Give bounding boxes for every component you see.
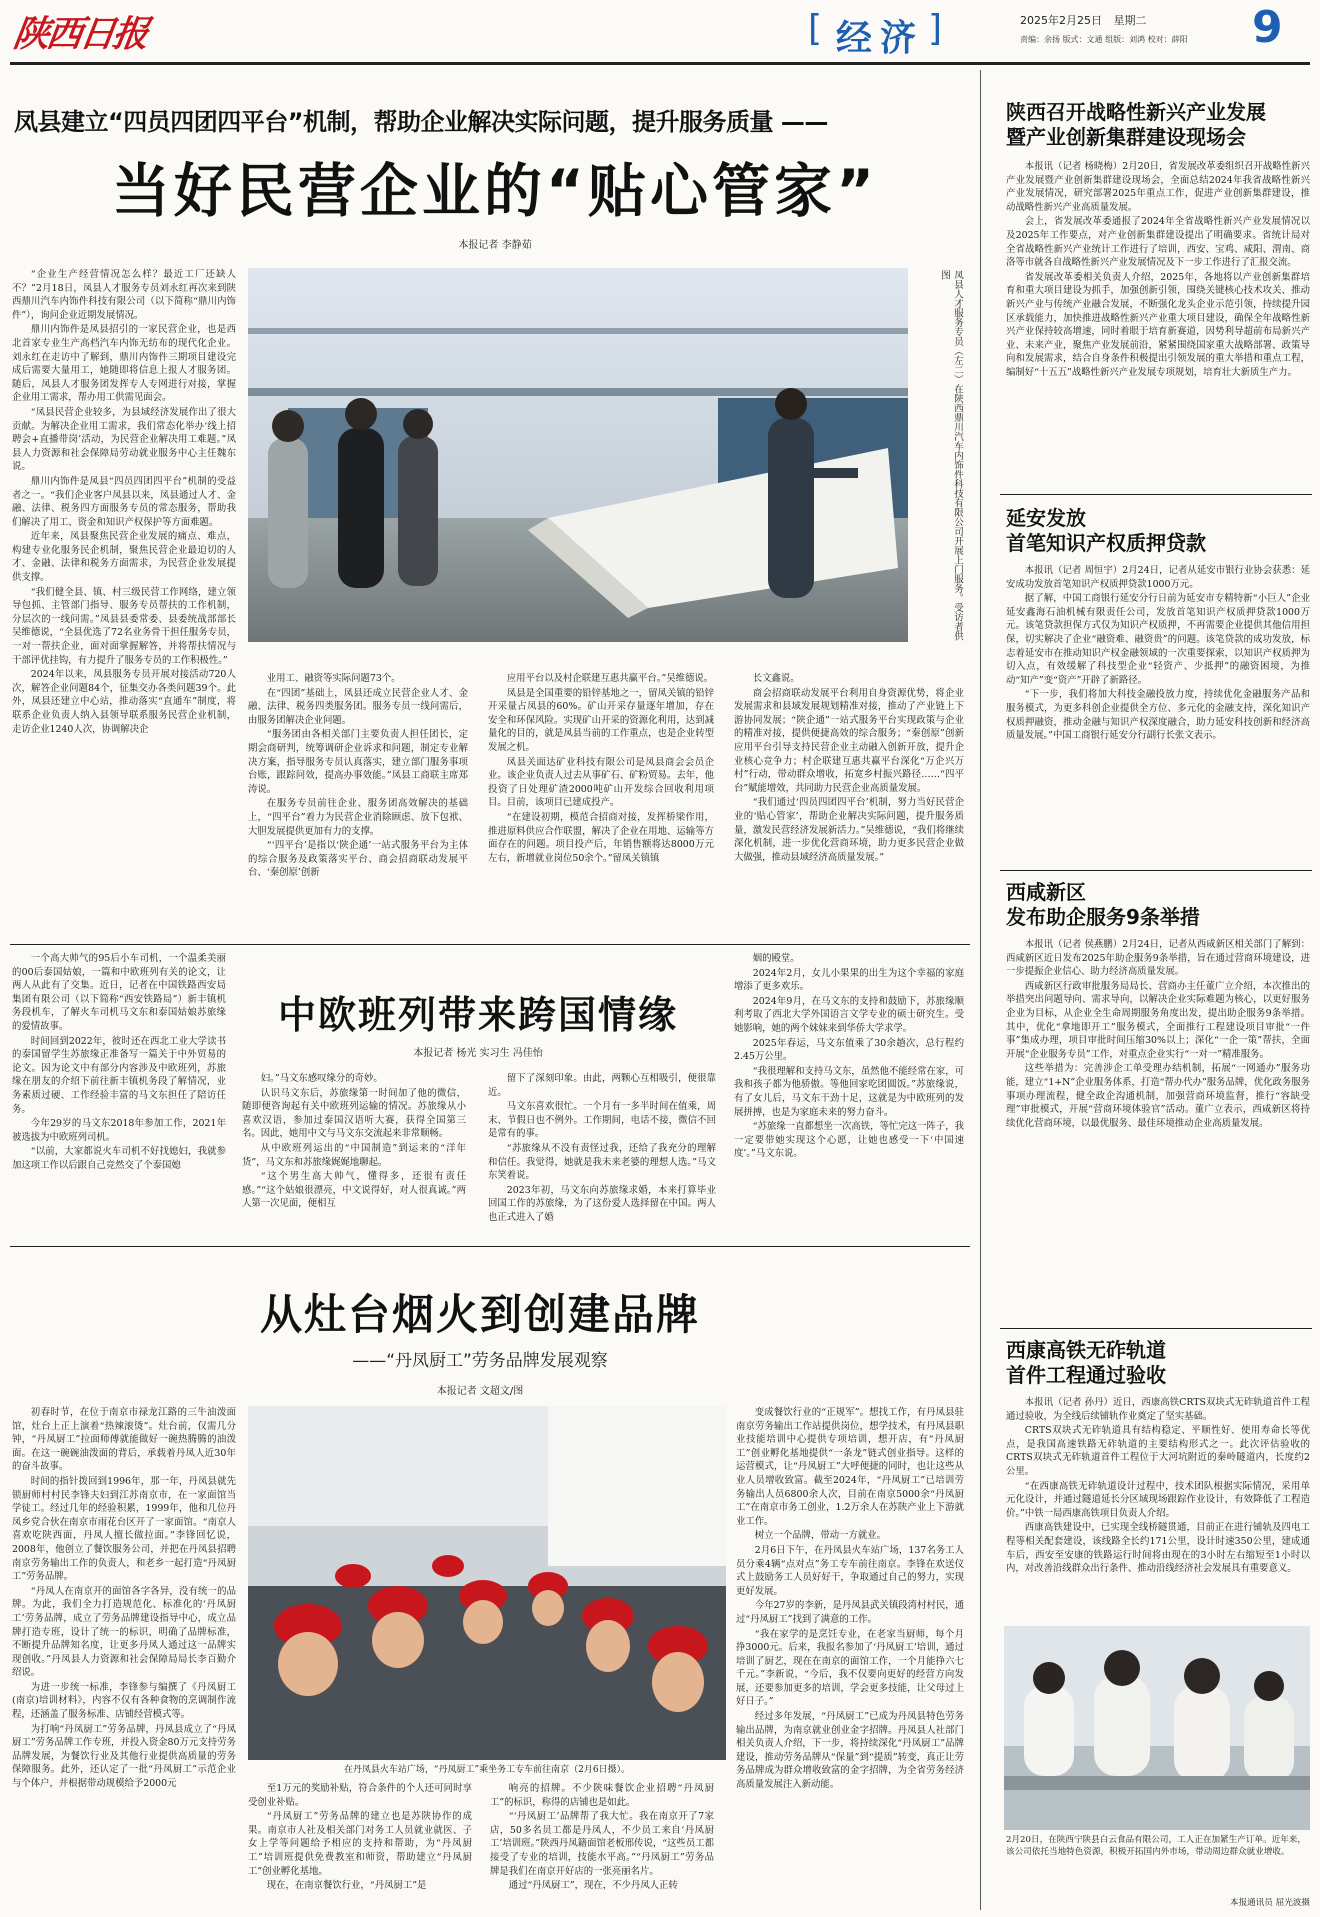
paragraph: “我们健全县、镇、村三级民营工作网络，建立领导包抓、主管部门指导、服务专员帮扶的工作机制，分层次的一线问需。”凤县县委常委、县委统战部部长吴维德说，“全县优选了72名业务骨干担任服务专员，一对一帮扶企业，面对面掌握解答，并将帮扶情况与干部评优挂钩，有力提升了服务专员的工作积极性。” — [12, 586, 236, 666]
bus-passengers-photo-illustration — [248, 1406, 726, 1760]
paragraph: 一个高大帅气的95后小车司机，一个温柔美丽的00后泰国姑娘，一篇和中欧班列有关的论文，让两人从此有了交集。近日，记者在中国铁路西安局集团有限公司（以下简称“西安铁路局”）新丰镇机务段机车，了解火车司机马文东和泰国姑娘苏旅缘的爱情故事。 — [12, 953, 226, 1032]
paragraph: 初春时节，在位于南京市禄龙江路的三牛油泼面馆，灶台上正上演着“热辣滚烫”。灶台前，仅需几分钟，“丹凤厨工”拉面师傅就能做好一碗热腾腾的油泼面。在这一碗碗油泼面的背后，承载着丹凤人近30年的奋斗故事。 — [12, 1407, 236, 1473]
paragraph: 本报讯（记者 侯燕鹏）2月24日，记者从西咸新区相关部门了解到：西咸新区近日发布2025年助企服务9条举措，旨在通过营商环境建设，进一步提振企业信心、助力经济高质量发展。 — [1006, 939, 1310, 978]
danfeng-byline: 本报记者 文超文/图 — [436, 1386, 524, 1397]
danfeng-photo-caption: 在丹凤县火车站广场，“丹凤厨工”乘坐务工专车前往南京（2月6日摄）。 — [343, 1765, 631, 1775]
paragraph: “丹凤人在南京开的面馆各字各异，没有统一的品牌。为此，我们全力打造规范化、标准化的‘丹凤厨工’劳务品牌，成立了劳务品牌建设指导中心，成立品牌打造专班，设计了统一的标识，明确了品牌标准，不断提升品牌知名度，让更多丹凤人通过这一品牌实现创收。”丹凤县人力资源和社会保障局局长李百勤介绍说。 — [12, 1585, 236, 1679]
brief-1-headline — [1006, 100, 1306, 150]
paragraph: 凤县是全国重要的铅锌基地之一，留凤关镇的铅锌开采量占凤县的60%。矿山开采存量逐年增加，存在安全和环保风险。实现矿山开采的资源化利用，达到减量化的目的，就是凤县当前的工作重点，也是企业转型发展之机。 — [488, 687, 714, 753]
paragraph: 在“四团”基础上，凤县还成立民营企业人才、金融、法律、税务四类服务团。服务专员一线问需后，由服务团解决企业问题。 — [248, 687, 468, 726]
masthead-rule — [10, 62, 1310, 65]
paragraph: 至1万元的奖励补贴，符合条件的个人还可同时享受创业补贴。 — [248, 1783, 472, 1808]
brief-4-title-line-2: 首件工程通过验收 — [1006, 1363, 1166, 1387]
paragraph: “凤县民营企业较多，为县域经济发展作出了很大贡献。为解决企业用工需求，我们常态化举办‘线上招聘会+直播带岗’活动，为民营企业解决用工难题。”凤县人力资源和社会保障局劳动就业服务中心主任魏东说。 — [12, 406, 236, 473]
paragraph: 从中欧班列运出的“中国制造”到运来的“洋年货”，马文东和苏旅缘娓娓地聊起。 — [242, 1142, 466, 1168]
weekday-text: 星期二 — [1113, 14, 1147, 27]
paragraph: “企业生产经营情况怎么样？最近工厂还缺人不？”2月18日，凤县人才服务专员刘永红再次来到陕西鼎川汽车内饰件科技有限公司（以下简称“鼎川内饰件”），询问企业近期发展情况。 — [12, 269, 236, 321]
china-europe-column-1 — [12, 952, 226, 1238]
paragraph: “在西康高铁无砟轨道设计过程中，技术团队根据实际情况，采用单元化设计，并通过隧道延长分区域现场跟踪作业设计，有效降低了工程造价。”中铁一局西康高铁项目负责人介绍。 — [1006, 1480, 1310, 1519]
paragraph: “苏旅缘一直都想坐一次高铁，等忙完这一阵子，我一定要带她实现这个心愿，让她也感受一下‘中国速度’。”马文东说。 — [734, 1121, 964, 1160]
section-bracket-right: ] — [928, 8, 943, 49]
paragraph: 马文东喜欢很忙。一个月有一多半时间在值乘，周末、节假日也不例外。工作期间，电话不接，微信不回是常有的事。 — [488, 1101, 716, 1140]
paragraph: 为打响“丹凤厨工”劳务品牌，丹凤县成立了“丹凤厨工”劳务品牌工作专班，并投入资金80万元支持劳务品牌发展，为餐饮行业及其他行业提供高质量的劳务保障服务。此外，还认定了一批“丹凤厨工”示范企业与个体户，并根据带动规模给予2000元 — [12, 1723, 236, 1790]
paragraph: CRTS双块式无砟轨道具有结构稳定、平顺性好、使用寿命长等优点，是我国高速铁路无砟轨道的主要结构形式之一。此次评估验收的CRTS双块式无砟轨道首件工程位于大河坑附近的秦岭隧道内，长度约2公里。 — [1006, 1425, 1310, 1477]
factory-photo-illustration — [248, 268, 908, 642]
china-europe-column-2 — [242, 1072, 466, 1238]
brief-3-title-line-2: 发布助企服务9条举措 — [1006, 905, 1200, 929]
brief-1-title-line-1: 陕西召开战略性新兴产业发展 — [1006, 100, 1266, 124]
danfeng-column-4 — [736, 1406, 964, 1914]
lead-column-1 — [12, 268, 236, 936]
paragraph: “在建设初期，模范合招商对接，发挥桥梁作用，推进原料供应合作联盟，解决了企业在用地、运输等方面存在的问题。项目投产后，年销售额将达8000万元左右，新增就业岗位50余个。”留凤关镇镇 — [488, 811, 714, 864]
danfeng-column-3 — [490, 1782, 714, 1914]
paragraph: “下一步，我们将加大科技金融投放力度，持续优化金融服务产品和服务模式，为更多科创企业提供全方位、多元化的金融支持，深化知识产权质押融资，推动金融与知识产权深度融合，助力延安科技创新和经济高质量发展。”中国工商银行延安分行副行长张文表示。 — [1006, 689, 1310, 742]
paragraph: 时间回到2022年，彼时还在西北工业大学读书的泰国留学生苏旅缘正准备写一篇关于中外贸易的论文。因为论文中有部分内容涉及中欧班列，苏旅缘在朋友的介绍下前往新丰镇机务段了解情况，业务素质过硬、工作经验丰富的马文东担任了陪访任务。 — [12, 1035, 226, 1115]
lead-headline: 当好民营企业的“贴心管家” — [111, 157, 879, 225]
date-text: 2025年2月25日 — [1020, 14, 1102, 27]
brief-3-headline — [1006, 880, 1306, 930]
paragraph: “我在家学的是烹饪专业，在老家当厨师，每个月挣3000元。后来，我报名参加了‘丹凤厨工’培训，通过培训了厨艺，现在在南京的面馆工作，一个月能挣六七千元。”李新说，“今后，我不仅要向更好的经营方向发展，还要参加更多的培训，学会更多技能，让父母过上好日子。” — [736, 1628, 964, 1708]
brief-divider — [1000, 1328, 1312, 1329]
sidebar-photo — [1004, 1626, 1310, 1830]
paragraph: 2024年以来，凤县服务专员开展对接活动720人次，解答企业问题84个，征集交办各类问题39个。此外，凤县还建立中心站，推动落实“直通车”制度，将联系企业负责人纳入县领导联系服务民营企业机制，走访企业1240人次，协调解决企 — [12, 669, 236, 735]
section-divider — [10, 1246, 970, 1247]
paragraph: 今年29岁的马文东2018年参加工作，2021年被选拔为中欧班列司机。 — [12, 1118, 226, 1143]
paragraph: 2025年春运，马文东值乘了30余趟次，总行程约2.45万公里。 — [734, 1037, 964, 1063]
editors-line: 责编：余扬 版式：文通 组版：刘鸿 校对：薛阳 — [1020, 35, 1188, 44]
paragraph: 留下了深刻印象。由此，两颗心互相吸引，便很靠近。 — [488, 1073, 716, 1098]
masthead — [0, 0, 1320, 62]
lead-column-5 — [734, 672, 964, 936]
paragraph: 鼎川内饰件是凤县招引的一家民营企业，也是西北首家专业生产高档汽车内饰无纺布的现代化企业。刘永红在走访中了解到，鼎川内饰件三期项目建设完成后需要大量用工，她随即将信息上报人才服务团。随后，凤县人才服务团发挥专人专网进行对接，掌握企业用工需求，帮办用工供需见面会。 — [12, 324, 236, 404]
brief-2-title-line-2: 首笔知识产权质押贷款 — [1006, 531, 1206, 555]
paragraph: 业用工、融资等实际问题73个。 — [266, 673, 401, 684]
paragraph: 认识马文东后，苏旅缘第一时间加了他的微信，随即便咨询起有关中欧班列运输的情况。苏旅缘从小喜欢汉语，参加过泰国汉语听大赛，获得全国第三名。因此，她用中文与马文东交流起来非常顺畅。 — [242, 1087, 466, 1140]
paragraph: 本报讯（记者 周恒宇）2月24日，记者从延安市银行业协会获悉：延安成功发放首笔知识产权质押贷款1000万元。 — [1006, 565, 1310, 590]
section-name: 经济 — [836, 18, 925, 59]
paragraph: 应用平台以及村企联建互惠共赢平台。”吴维德说。 — [506, 673, 714, 684]
brief-4-title-line-1: 西康高铁无砟轨道 — [1006, 1338, 1166, 1362]
paragraph: 西康高铁建设中，已实现全线桥隧贯通，目前正在进行铺轨及四电工程等相关配套建设，该线路全长约171公里，设计时速350公里，建成通车后，西安至安康的铁路运行时间将由现在的3小时左右缩短至1小时以内，对改善沿线群众出行条件、推动沿线经济社会发展具有重要意义。 — [1006, 1522, 1310, 1575]
paragraph: 通过“丹凤厨工”，现在，不少丹凤人正转 — [508, 1880, 678, 1892]
brief-2-title-line-1: 延安发放 — [1006, 506, 1086, 530]
paragraph: 这些举措为：完善涉企工单受理办结机制，拓展“一网通办”服务功能，建立“1+N”企业服务体系，打造“帮办代办”服务品牌，优化政务服务事项办理流程，健全政企沟通机制，加强营商环境监督，推行“容缺受理”审批模式，开展“营商环境体验官”活动。董广立表示，西咸新区将持续优化营商环境，以最优服务、最佳环境推动企业高质量发展。 — [1006, 1063, 1310, 1129]
sidebar-divider — [980, 70, 981, 1910]
paragraph: “以前，大家都说火车司机不好找媳妇，我就参加这项工作以后跟自己竞然交了个泰国媳 — [12, 1146, 226, 1171]
lead-column-4 — [488, 672, 714, 936]
paragraph: 时间的指针拨回到1996年，那一年，丹凤县就先锁厨师村村民李锋夫妇到江苏南京市，在一家面馆当学徒工。经过几年的经验积累，1999年，他和几位丹凤乡党合伙在南京市雨花台区开了一家面馆。“南京人喜欢吃陕西面，丹凤人擅长做拉面。”李锋回忆说，2008年，他创立了餐饮服务公司，并把在丹凤县招聘南京劳务输出工作的负责人，和老乡一起打造“丹凤厨工”劳务品牌。 — [12, 1475, 236, 1583]
paragraph: 2023年初，马文东向苏旅缘求婚，本来打算毕业回国工作的苏旅缘，为了这份爱人选择留在中国。两人也正式进入了婚 — [488, 1184, 716, 1223]
china-europe-column-4 — [734, 952, 964, 1238]
paragraph: 本报讯（记者 孙丹）近日，西康高铁CRTS双块式无砟轨道首件工程通过验收，为全线后续铺轨作业奠定了坚实基础。 — [1006, 1397, 1310, 1422]
paragraph: 商会招商联动发展平台利用自身资源优势，将企业发展需求和县域发展规划精准对接，推动了产业链上下游协同发展；“陕企通”一站式服务平台实现政策与企业的精准对接，提供便捷高效的综合服务；“秦创原”创新应用平台引导支持民营企业主动融入创新开放，提升企业核心竞争力；村企联建互惠共赢平台深化“万企兴万村”行动，带动群众增收，拓宽乡村振兴路径……“四平台”赋能增效，共同助力民营企业高质量发展。 — [734, 687, 964, 794]
paragraph: 2月6日下午，在丹凤县火车站广场，137名务工人员分乘4辆“点对点”务工专车前往南京。李锋在欢送仪式上鼓励务工人员好好干，争取通过自己的努力，实现更好发展。 — [736, 1544, 964, 1597]
paragraph: 省发展改革委相关负责人介绍，2025年，各地将以产业创新集群培育和重大项目建设为抓手，加强创新引领，围绕关键核心技术攻关、推动新兴产业与传统产业融合发展，不断强化龙头企业示范引领，持续提升园区承载能力，加快推进战略性新兴产业重大项目建设，确保全年战略性新兴产业保持较高增速，同时着眼于培育新赛道，因势利导超前布局新兴产业、未来产业，聚焦产业发展前沿，紧紧围绕国家重大战略部署、政策导向和发展需求，结合自身条件积极提出引领发展的重大举措和重点工程，编制好“十五五”战略性新兴产业发展专项规划，培育壮大新质生产力。 — [1006, 271, 1310, 378]
paragraph: 经过多年发展，“丹凤厨工”已成为丹凤县特色劳务输出品牌，为南京就业创业金字招牌。丹凤县人社部门相关负责人介绍，下一步，将持续深化“丹凤厨工”品牌建设，推动劳务品牌从“保量”到“提质”转变，真正让劳务品牌成为群众增收致富的金字招牌，为全省劳务经济高质量发展注入新动能。 — [736, 1711, 964, 1791]
paragraph: 鼎川内饰件是凤县“四员四团四平台”机制的受益者之一。“我们企业客户凤县以来，凤县通过人才、金融、法律、税务四方面服务专员的常态服务，帮助我们解决了用工、资金和知识产权保护等方面难题。 — [12, 475, 236, 528]
paragraph: 响亮的招牌。不少陕味餐饮企业招聘“丹凤厨工”的标识，称得的店铺也是如此。 — [490, 1783, 714, 1808]
paragraph: 为进一步统一标准，李锋参与编撰了《丹凤厨工(南京)培训材料》，内容不仅有各种食物的烹调制作流程，还涵盖了服务标准、店铺经营模式等。 — [12, 1681, 236, 1721]
danfeng-headline: 从灶台烟火到创建品牌 — [259, 1290, 700, 1339]
brief-3-body — [1006, 938, 1310, 1304]
lead-photo-caption: 凤县人才服务专员（左二）在陕西鼎川汽车内饰件科技有限公司开展上门服务。受访者供图 — [939, 270, 963, 641]
paragraph: 据了解，中国工商银行延安分行日前为延安市专精特新“小巨人”企业延安鑫海石油机械有限责任公司，发放首笔知识产权质押贷款1000万元。该笔贷款担保方式仅为知识产权质押，不再需要企业提供其他信用担保，切实解决了企业“融资难、融资贵”的问题。该笔贷款的成功发放，标志着延安市在推动知识产权金融领域的一次重要探索，以知识产权质押为切入点，有效缓解了科技型企业“轻资产、少抵押”的融资困境，为推动“知产”变“资产”开辟了新路径。 — [1006, 593, 1310, 686]
lead-photo — [248, 268, 908, 642]
paragraph: “我们通过‘四员四团四平台’机制，努力当好民营企业的‘贴心管家’，帮助企业解决实际问题，提升服务质量，激发民营经济发展新活力。”吴维德说，“我们将继续深化机制，进一步优化营商环境，助力更多民营企业做大做强，推动县域经济高质量发展。” — [734, 797, 964, 863]
lead-byline: 本报记者 李静茹 — [458, 240, 532, 251]
paragraph: 姻的殿堂。 — [752, 953, 800, 964]
paragraph: 近年来，凤县聚焦民营企业发展的痛点、难点，构建专业化服务民企机制，聚焦民营企业最迫切的人才、金融、法律和税务方面需求，为民营企业发展提供支撑。 — [12, 531, 236, 584]
brief-3-title-line-1: 西咸新区 — [1006, 880, 1086, 904]
lead-kicker: 凤县建立“四员四团四平台”机制，帮助企业解决实际问题，提升服务质量 —— — [14, 108, 828, 136]
paragraph: “‘四平台’是指以‘陕企通’一站式服务平台为主体的综合服务及政策落实平台、商会招商联动发展平台、‘秦创原’创新 — [248, 840, 468, 879]
paragraph: “丹凤厨工”劳务品牌的建立也是苏陕协作的成果。南京市人社及相关部门对务工人员就业就医、子女上学等问题给予相应的支持和帮助，为“丹凤厨工”培训班提供免费教室和师资，帮助建立“丹凤厨工”创业孵化基地。 — [248, 1811, 472, 1877]
paragraph: 2024年9月，在马文东的支持和鼓励下，苏旅缘顺利考取了西北大学外国语言文学专业的硕士研究生。受她影响，她的两个妹妹来到华侨大学求学。 — [734, 995, 964, 1034]
paragraph: “‘丹凤厨工’品牌帮了我大忙。我在南京开了7家店，50多名员工都是丹凤人，不少员工来自‘丹凤厨工’培训班。”陕西丹凤籍面馆老板邢传说，“这些员工都接受了专业的培训，技能水平高。”“丹凤厨工”劳务品牌是我们在南京开好店的一张亮丽名片。 — [490, 1811, 714, 1877]
paragraph: 变成餐饮行业的“正规军”。想找工作，有丹凤县驻南京劳务输出工作站提供岗位，想学技术，有丹凤县职业技能培训中心提供专项培训，想开店，有“丹凤厨工”创业孵化基地提供“一条龙”链式创业指导。这样的运营模式，让“丹凤厨工”大呼便捷的同时，也让这些从业人员增收致富。截至2024年，“丹凤厨工”已培训劳务输出人员6800余人次，目前在南京5000余“丹凤厨工”在南京市务工创业，1.2万余人在苏陕产业上下游就业工作。 — [736, 1407, 964, 1527]
paragraph: 妇。”马文东感叹缘分的奇妙。 — [260, 1073, 383, 1084]
page-number: 9 — [1252, 2, 1283, 53]
danfeng-subtitle: ——“丹凤厨工”劳务品牌发展观察 — [352, 1351, 608, 1371]
paragraph: 凤县关面达矿业科技有限公司是凤县商会会员企业。该企业负责人过去从事矿石、矿粉贸易。去年，他投资了日处理矿渣2000吨矿山开发综合回收利用项目。目前，该项目已建成投产。 — [488, 756, 714, 809]
food-factory-photo-illustration — [1004, 1626, 1310, 1830]
paragraph: 现在，在南京餐饮行业，“丹凤厨工”是 — [266, 1880, 427, 1892]
newspaper-logo: 陕西日报 — [10, 13, 149, 55]
brief-2-body — [1006, 564, 1310, 864]
paragraph: “我很理解和支持马文东，虽然他不能经常在家，可我和孩子都为他骄傲。等他回家吃团圆饭。”苏旅缘说，有了女儿后，马文东干劲十足，这就是为中欧班列的发展拼搏，也是为家庭未来的努力奋斗。 — [734, 1065, 964, 1118]
paragraph: 今年27岁的李新，是丹凤县武关镇段湾村村民，通过“丹凤厨工”找到了满意的工作。 — [736, 1600, 964, 1625]
brief-4-body — [1006, 1396, 1310, 1616]
danfeng-column-2 — [248, 1782, 472, 1914]
paragraph: 长文鑫说。 — [752, 673, 800, 684]
brief-2-headline — [1006, 506, 1306, 556]
brief-divider — [1000, 494, 1312, 495]
brief-divider — [1000, 870, 1312, 871]
china-europe-column-3 — [488, 1072, 716, 1238]
paragraph: 在服务专员前往企业、服务团高效解决的基础上，“四平台”着力为民营企业消除顾虑、放下包袱、大胆发展提供更加有力的支撑。 — [248, 798, 468, 837]
paragraph: 会上，省发展改革委通报了2024年全省战略性新兴产业发展情况以及2025年工作要点，对产业创新集群建设提出了明确要求。省统计局对全省战略性新兴产业统计工作进行了培训，西安、宝鸡、咸阳、渭南、商洛等市就各自战略性新兴产业发展情况及下一步工作进行了汇报交流。 — [1006, 216, 1310, 269]
lead-column-3 — [248, 672, 468, 936]
china-europe-byline: 本报记者 杨光 实习生 冯佳怡 — [413, 1048, 543, 1059]
paragraph: 树立一个品牌，带动一方就业。 — [754, 1530, 887, 1542]
issue-date — [1020, 12, 1147, 28]
brief-1-title-line-2: 暨产业创新集群建设现场会 — [1006, 125, 1246, 149]
sidebar-photo-caption: 2月20日，在陕西宁陕县白云食品有限公司，工人正在加紧生产订单。近年来，该公司依托当地特色资源，积极开拓国内外市场，带动周边群众就业增收。 — [1006, 1835, 1306, 1857]
paragraph: “苏旅缘从不没有责怪过我，还给了我充分的理解和信任。我觉得，她就是我未来老婆的理想人选。”马文东笑着说。 — [488, 1142, 716, 1182]
paragraph: “服务团由各相关部门主要负责人担任团长，定期会商研判，统筹调研企业诉求和问题，制定专业解决方案，指导服务专员认真落实，建立部门服务事项台账，跟踪问效，提高办事效能。”凤县工商联主席郑涛说。 — [248, 729, 468, 795]
paragraph: 西咸新区行政审批服务局局长、营商办主任董广立介绍，本次推出的举措突出问题导向、需求导向，以解决企业实际难题为核心，以更好服务企业为目标，从企业全生命周期服务角度出发，提出助企服务9条举措。其中，优化“拿地即开工”服务模式，全面推行工程建设项目审批“一件事”集成办理，项目审批时间压缩30%以上；深化“一企一策”帮扶，全面开展“企业服务专员”工作，对重点企业实行“一对一”精准服务。 — [1006, 980, 1310, 1060]
paragraph: 2024年2月，女儿小果果的出生为这个幸福的家庭增添了更多欢乐。 — [734, 967, 964, 993]
danfeng-column-1 — [12, 1406, 236, 1914]
brief-1-body — [1006, 160, 1310, 488]
china-europe-headline: 中欧班列带来跨国情缘 — [277, 993, 678, 1037]
paragraph: 本报讯（记者 杨晓梅）2月20日，省发展改革委组织召开战略性新兴产业发展暨产业创新集群建设现场会，全面总结2024年我省战略性新兴产业发展情况，研究部署2025年重点工作，促进产业创新集群建设，推动战略性新兴产业高质量发展。 — [1006, 161, 1310, 213]
section-bracket-left: [ — [808, 8, 823, 49]
paragraph: “这个男生高大帅气，懂得多，还很有责任感。”“这个姑娘很漂亮，中文说得好，对人很真诚。”两人第一次见面，便相互 — [242, 1171, 466, 1210]
sidebar-photo-credit: 本报通讯员 屈光波摄 — [1229, 1898, 1310, 1908]
section-divider — [10, 944, 970, 945]
brief-4-headline — [1006, 1338, 1306, 1388]
danfeng-photo — [248, 1406, 726, 1760]
